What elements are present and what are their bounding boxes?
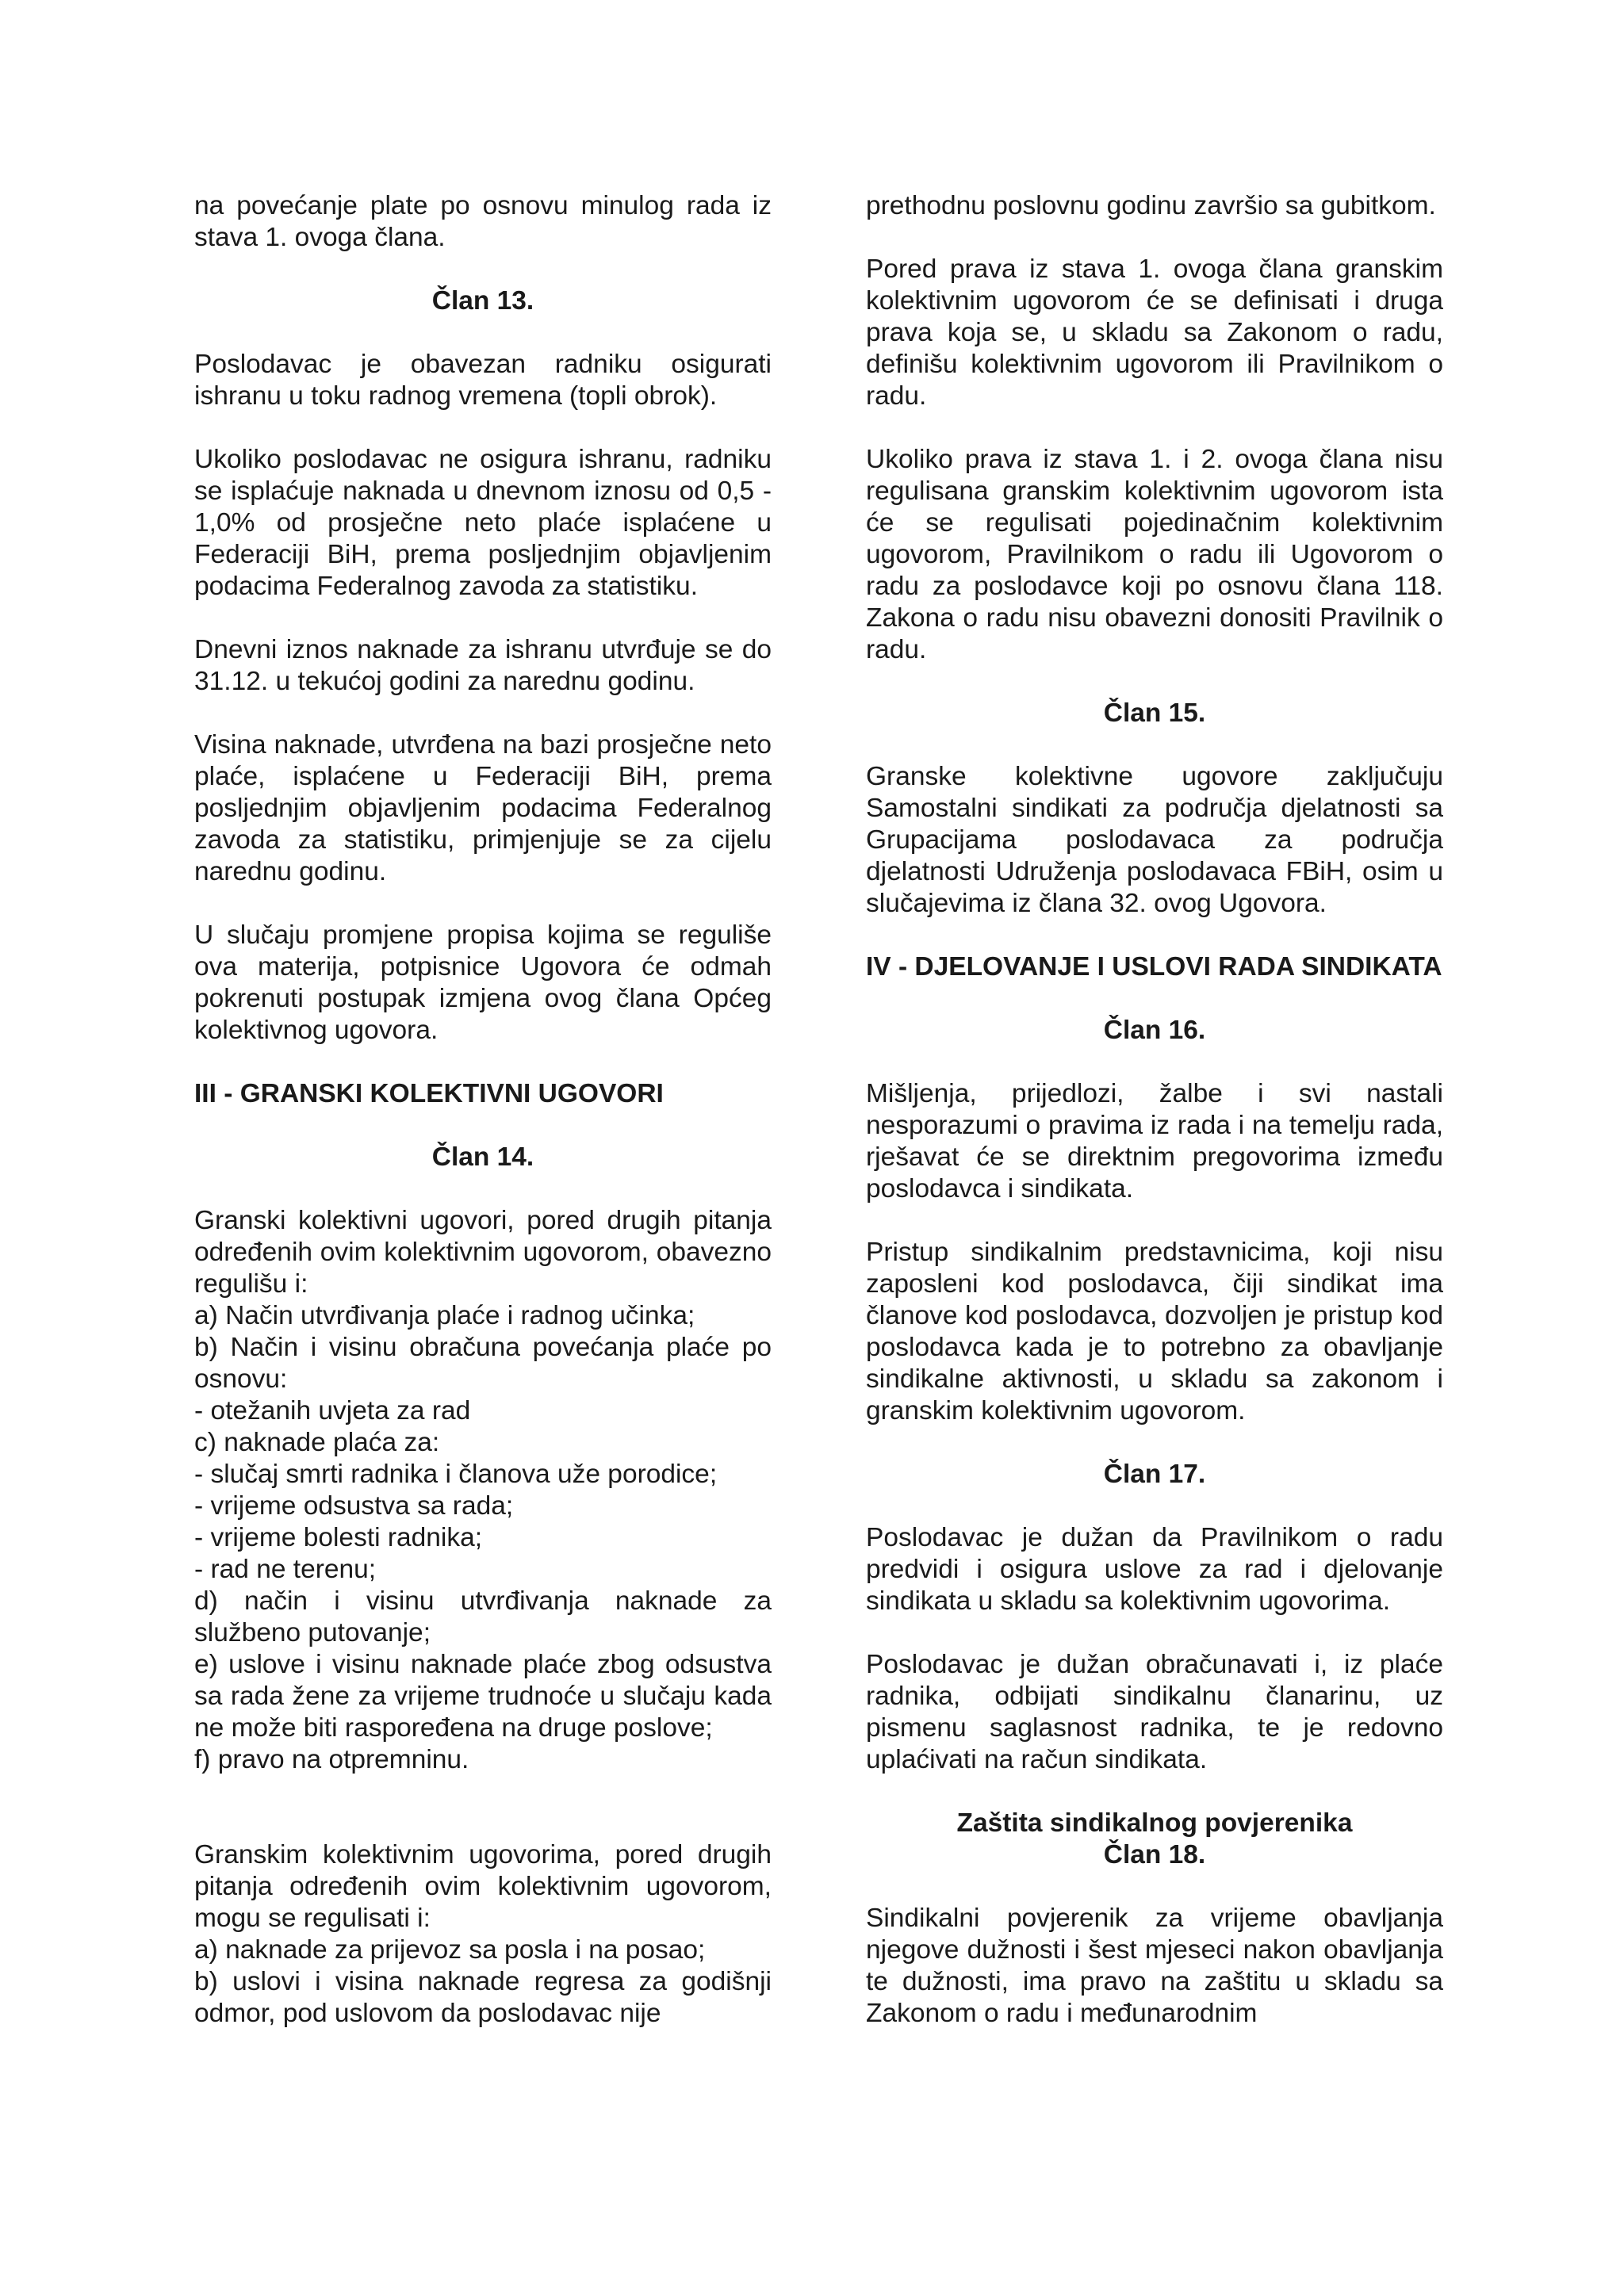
article-13-paragraph-4: Visina naknade, utvrđena na bazi prosječne neto plaće, isplaćene u Federaciji BiH, prema posljednjim objavljenim podacima Federalnog zavoda za statistiku, primjenjuje se za cijelu narednu godinu. [194,730,772,886]
article-17-heading: Član 17. [1103,1460,1206,1489]
article-13-paragraph-5: U slučaju promjene propisa kojima se reguliše ova materija, potpisnice Ugovora će odmah pokrenuti postupak izmjena ovog člana Općeg kolektivnog ugovora. [194,920,772,1045]
article-16-paragraph-2: Pristup sindikalnim predstavnicima, koji nisu zaposleni kod poslodavca, čiji sindikat ima članove kod poslodavca, dozvoljen je pristup kod poslodavca kada je to potrebno za obavljanje sindikalne aktivnosti, u skladu sa zakonom i granskim kolektivnim ugovorom. [866,1238,1443,1425]
right-column [866,190,1443,2061]
article-18-heading: Član 18. [1103,1840,1206,1869]
article-14-paragraph-3: Pored prava iz stava 1. ovoga člana granskim kolektivnim ugovorom će se definisati i druga prava koja se, u skladu sa Zakonom o radu, definišu kolektivnim ugovorom ili Pravilnikom o radu. [866,254,1443,411]
list-item: e) uslove i visinu naknade plaće zbog odsustva sa rada žene za vrijeme trudnoće u slučaju kada ne može biti raspoređena na druge poslove; [194,1650,772,1743]
list-item: d) način i visinu utvrđivanja naknade za službeno putovanje; [194,1586,772,1647]
article-13-heading: Član 13. [431,286,534,316]
article-18-heading-block [866,1808,1443,1871]
article-14-paragraph-4: Ukoliko prava iz stava 1. i 2. ovoga člana nisu regulisana granskim kolektivnim ugovorom ista će se regulisati pojedinačnim kolektivnim ugovorom, Pravilnikom o radu ili Ugovorom o radu za poslodavce koji po osnovu člana 118. Zakona o radu nisu obavezni donositi Pravilnik o radu. [866,445,1443,664]
list-item: a) naknade za prijevoz sa posla i na posao; [194,1935,706,1965]
article-17-paragraph-1: Poslodavac je dužan da Pravilnikom o radu predvidi i osigura uslove za rad i djelovanje sindikata u skladu sa kolektivnim ugovorima. [866,1523,1443,1616]
article-13-paragraph-3: Dnevni iznos naknade za ishranu utvrđuje se do 31.12. u tekućoj godini za narednu godinu. [194,635,772,696]
article-18-paragraph: Sindikalni povjerenik za vrijeme obavljanja njegove dužnosti i šest mjeseci nakon obavljanja te dužnosti, ima pravo na zaštitu u skladu sa Zakonom o radu i međunarodnim [866,1904,1443,2028]
article-16-paragraph-1: Mišljenja, prijedlozi, žalbe i svi nastali nesporazumi o pravima iz rada i na temelju rada, rješavat će se direktnim pregovorima između poslodavca i sindikata. [866,1079,1443,1203]
list-item: a) Način utvrđivanja plaće i radnog učinka; [194,1301,695,1330]
left-column [194,190,772,2061]
list-item: Granskim kolektivnim ugovorima, pored drugih pitanja određenih ovim kolektivnim ugovorom, mogu se regulisati i: [194,1840,772,1933]
article-16-heading: Član 16. [1103,1016,1206,1045]
list-item: - slučaj smrti radnika i članova uže porodice; [194,1460,718,1489]
list-item: f) pravo na otpremninu. [194,1745,469,1774]
article-13-paragraph-2: Ukoliko poslodavac ne osigura ishranu, radniku se isplaćuje naknada u dnevnom iznosu od 0,5 - 1,0% od prosječne neto plaće isplaćene u Federaciji BiH, prema posljednjim objavljenim podacima Federalnog zavoda za statistiku. [194,445,772,601]
list-item: b) Način i visinu obračuna povećanja plaće po osnovu: [194,1333,772,1394]
article-15-paragraph: Granske kolektivne ugovore zaključuju Samostalni sindikati za područja djelatnosti sa Grupacijama poslodavaca za područja djelatnosti Udruženja poslodavaca FBiH, osim u slučajevima iz člana 32. ovog Ugovora. [866,762,1443,918]
article-18-title: Zaštita sindikalnog povjerenika [956,1808,1353,1838]
list-item: - vrijeme bolesti radnika; [194,1523,483,1552]
article-14-list-2 [194,1839,772,2030]
article-14-heading: Član 14. [431,1142,534,1172]
list-item: b) uslovi i visina naknade regresa za godišnji odmor, pod uslovom da poslodavac nije [194,1967,772,2028]
article-13-paragraph-1: Poslodavac je obavezan radniku osigurati ishranu u toku radnog vremena (topli obrok). [194,350,772,411]
paragraph-continuation: na povećanje plate po osnovu minulog rada iz stava 1. ovoga člana. [194,191,772,252]
article-15-heading: Član 15. [1103,698,1206,728]
article-17-paragraph-2: Poslodavac je dužan obračunavati i, iz plaće radnika, odbijati sindikalnu članarinu, uz pismenu saglasnost radnika, te je redovno uplaćivati na račun sindikata. [866,1650,1443,1774]
list-item: c) naknade plaća za: [194,1428,440,1457]
section-4-heading: IV - DJELOVANJE I USLOVI RADA SINDIKATA [866,952,1442,982]
list-item: - rad ne terenu; [194,1555,377,1584]
list-item: - otežanih uvjeta za rad [194,1396,471,1425]
list-item: - vrijeme odsustva sa rada; [194,1491,514,1521]
article-14-list-1 [194,1205,772,1776]
section-3-heading: III - GRANSKI KOLEKTIVNI UGOVORI [194,1079,664,1108]
list-item: Granski kolektivni ugovori, pored drugih pitanja određenih ovim kolektivnim ugovorom, obavezno regulišu i: [194,1206,772,1299]
paragraph-continuation: prethodnu poslovnu godinu završio sa gubitkom. [866,191,1436,220]
